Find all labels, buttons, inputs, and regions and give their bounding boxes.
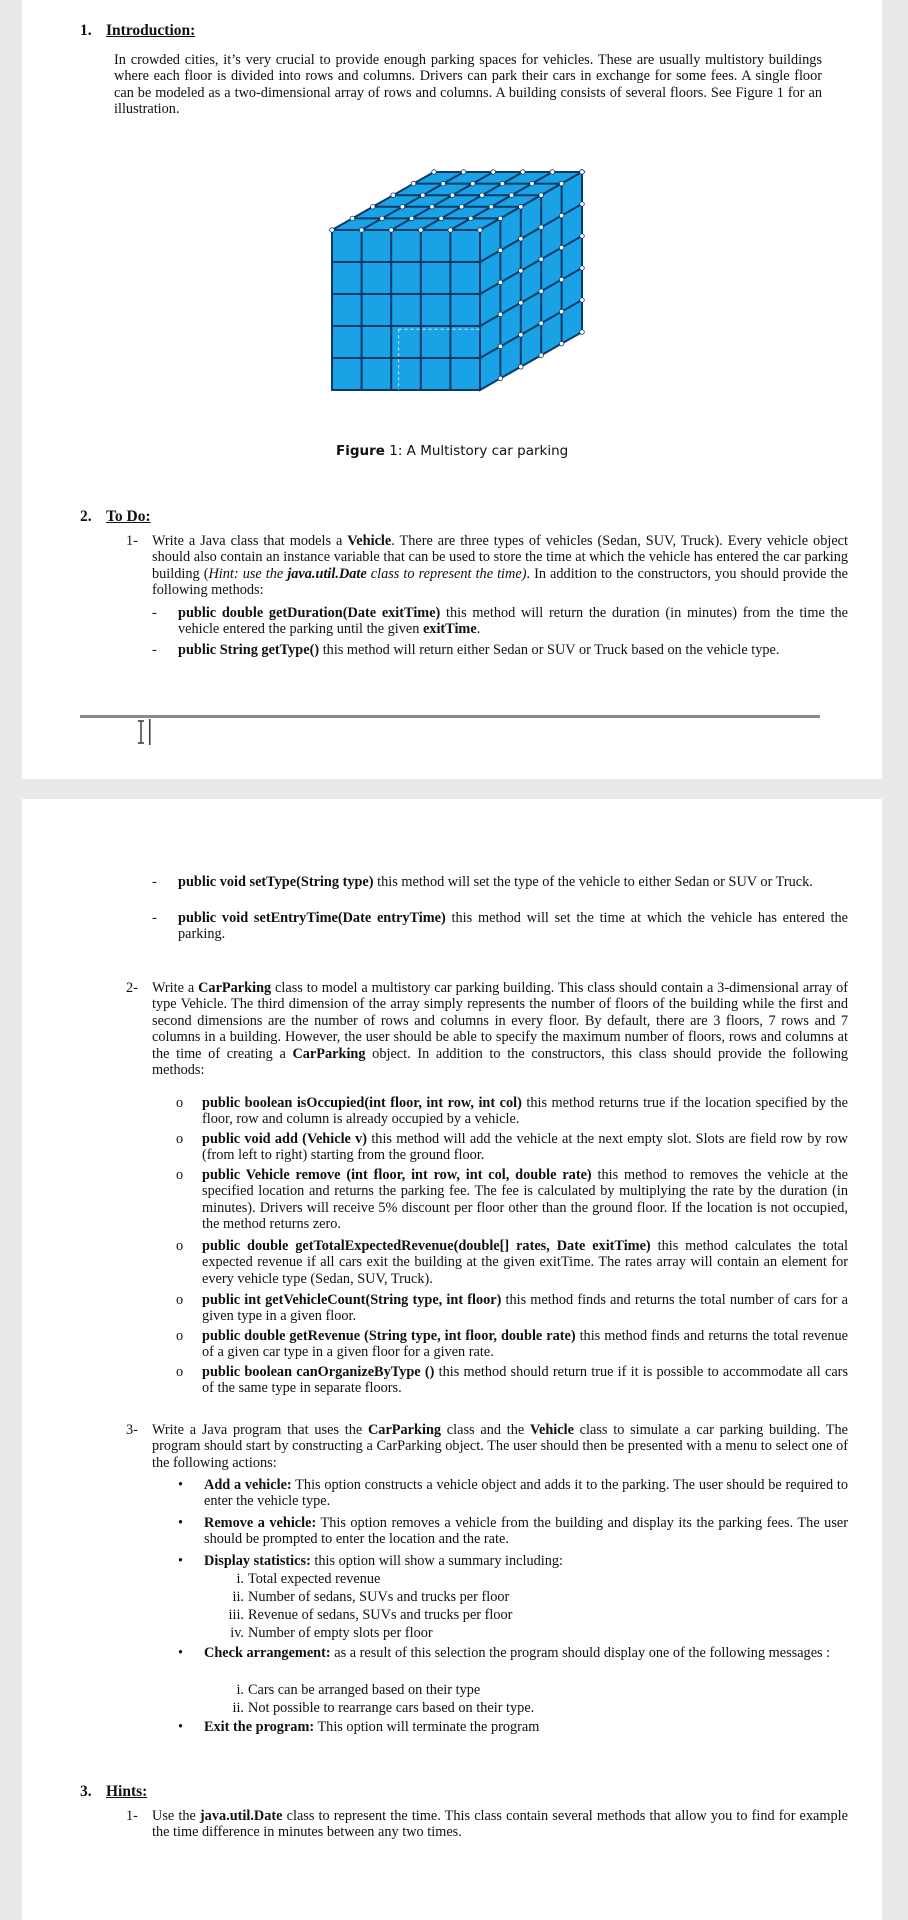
grid-node-dot — [450, 193, 455, 198]
grid-node-dot — [539, 353, 544, 358]
grid-node-dot — [430, 205, 435, 210]
method-get-revenue: o public double getRevenue (String type, int floor, double rate) this method finds and returns the total revenue of a given car type in a given floor for a given rate. — [176, 1328, 848, 1361]
method-get-vehicle-count: o public int getVehicleCount(String type, int floor) this method finds and returns the total number of cars for a given type in a given floor. — [176, 1292, 849, 1325]
stat-empty-slots: iv. Number of empty slots per floor — [230, 1625, 433, 1641]
grid-node-dot — [539, 225, 544, 230]
grid-node-dot — [461, 170, 466, 175]
grid-node-dot — [539, 289, 544, 294]
multistory-parking-figure — [328, 168, 590, 394]
stat-revenue-per-type: iii. Revenue of sedans, SUVs and trucks per floor — [228, 1607, 513, 1623]
grid-node-dot — [380, 216, 385, 221]
method-remove: o public Vehicle remove (int floor, int row, int col, double rate) this method to removes the vehicle at the specified location and returns the parking fee. The fee is calculated by multiplying the rate by the duration (in minutes). Drivers will receive 5% discount per floor other than the ground floor. If the location is not occupied, the method returns zero. — [176, 1167, 849, 1233]
todo-item-2: 2- Write a CarParking class to model a multistory car parking building. This class should contain a 3-dimensional array of type Vehicle. The third dimension of the array simply represents the number of floors of the building while the first and second dimensions are the number of rows and columns in every floor. By default, there are 3 floors, 7 rows and 7 columns in a building. However, the user should be able to specify the maximum number of floors, rows and columns at the time of creating a CarParking object. In addition to the constructors, this class should provide the following methods: — [126, 980, 849, 1079]
figure-caption: Figure 1: A Multistory car parking — [336, 443, 569, 459]
grid-node-dot — [550, 170, 555, 175]
grid-node-dot — [448, 228, 453, 233]
grid-node-dot — [459, 205, 464, 210]
method-is-occupied: o public boolean isOccupied(int floor, int row, int col) this method returns true if the location specified by the floor, row and column is already occupied by a vehicle. — [176, 1095, 848, 1128]
grid-node-dot — [471, 181, 476, 186]
method-set-entry-time: - public void setEntryTime(Date entryTime) this method will set the time at which the vehicle has entered the parking. — [152, 910, 848, 943]
method-set-type: - public void setType(String type) this method will set the type of the vehicle to either Sedan or SUV or Truck. — [152, 874, 813, 890]
grid-node-dot — [509, 193, 514, 198]
grid-node-dot — [580, 202, 585, 207]
grid-node-dot — [400, 205, 405, 210]
grid-node-dot — [498, 344, 503, 349]
message-can-arrange: i. Cars can be arranged based on their type — [236, 1682, 481, 1698]
grid-node-dot — [409, 216, 414, 221]
grid-node-dot — [539, 193, 544, 198]
grid-node-dot — [389, 228, 394, 233]
grid-node-dot — [580, 330, 585, 335]
stat-vehicle-counts: ii. Number of sedans, SUVs and trucks per floor — [232, 1589, 510, 1605]
method-can-organize-by-type: o public boolean canOrganizeByType () this method should return true if it is possible to accommodate all cars of the same type in separate floors. — [176, 1364, 849, 1397]
grid-node-dot — [419, 228, 424, 233]
grid-node-dot — [559, 245, 564, 250]
option-check-arrangement: • Check arrangement: as a result of this selection the program should display one of the following messages : — [178, 1645, 831, 1661]
grid-node-dot — [559, 181, 564, 186]
grid-node-dot — [580, 234, 585, 239]
section-heading-hints: 3. Hints: — [80, 1783, 148, 1800]
grid-node-dot — [559, 213, 564, 218]
grid-node-dot — [580, 266, 585, 271]
cube-front-face — [332, 230, 480, 390]
method-get-type: - public String getType() this method will return either Sedan or SUV or Truck based on the vehicle type. — [152, 642, 780, 658]
grid-node-dot — [330, 228, 335, 233]
grid-node-dot — [371, 205, 376, 210]
grid-node-dot — [441, 181, 446, 186]
grid-node-dot — [391, 193, 396, 198]
grid-node-dot — [519, 301, 524, 306]
grid-node-dot — [359, 228, 364, 233]
grid-node-dot — [539, 257, 544, 262]
method-add: o public void add (Vehicle v) this method will add the vehicle at the next empty slot. Slots are field row by row (from left to right) starting from the ground floor. — [176, 1131, 848, 1164]
grid-node-dot — [519, 365, 524, 370]
grid-node-dot — [521, 170, 526, 175]
grid-node-dot — [350, 216, 355, 221]
grid-node-dot — [411, 181, 416, 186]
method-get-total-expected-revenue: o public double getTotalExpectedRevenue(double[] rates, Date exitTime) this method calculates the total expected revenue if all cars exit the building at the given exitTime. The rates array will contain an element for every vehicle type (Sedan, SUV, Truck). — [176, 1238, 848, 1287]
grid-node-dot — [500, 181, 505, 186]
grid-node-dot — [432, 170, 437, 175]
grid-node-dot — [559, 277, 564, 282]
grid-node-dot — [519, 237, 524, 242]
grid-node-dot — [530, 181, 535, 186]
grid-node-dot — [439, 216, 444, 221]
stat-total-expected-revenue: i. Total expected revenue — [236, 1571, 381, 1587]
grid-node-dot — [498, 312, 503, 317]
grid-node-dot — [489, 205, 494, 210]
option-exit-program: • Exit the program: This option will terminate the program — [178, 1719, 540, 1735]
grid-node-dot — [498, 216, 503, 221]
grid-node-dot — [469, 216, 474, 221]
option-remove-vehicle: • Remove a vehicle: This option removes a vehicle from the building and display its the parking fees. The user should be prompted to enter the location and the rate. — [178, 1515, 848, 1548]
option-display-statistics: • Display statistics: this option will show a summary including: — [178, 1553, 564, 1569]
page-divider — [80, 715, 820, 718]
text-cursor-icon — [136, 719, 152, 745]
grid-node-dot — [491, 170, 496, 175]
todo-item-3: 3- Write a Java program that uses the CarParking class and the Vehicle class to simulate a car parking building. The program should start by constructing a CarParking object. The user should then be presented with a menu to select one of the following actions: — [126, 1422, 848, 1471]
grid-node-dot — [559, 309, 564, 314]
grid-node-dot — [421, 193, 426, 198]
grid-node-dot — [519, 269, 524, 274]
grid-node-dot — [519, 333, 524, 338]
option-add-vehicle: • Add a vehicle: This option constructs a vehicle object and adds it to the parking. The user should be required to enter the vehicle type. — [178, 1477, 848, 1510]
section-heading-todo: 2. To Do: — [80, 508, 151, 525]
grid-node-dot — [498, 280, 503, 285]
hint-item-1: 1- Use the java.util.Date class to represent the time. This class contain several methods that allow you to find for example the time difference in minutes between any two times. — [126, 1808, 848, 1841]
grid-node-dot — [519, 205, 524, 210]
grid-node-dot — [498, 248, 503, 253]
grid-node-dot — [580, 170, 585, 175]
grid-node-dot — [480, 193, 485, 198]
grid-node-dot — [559, 341, 564, 346]
section-heading-introduction: 1. Introduction: — [80, 22, 196, 39]
grid-node-dot — [498, 376, 503, 381]
method-get-duration: - public double getDuration(Date exitTime) this method will return the duration (in minutes) from the time the vehicle entered the parking until the given exitTime. — [152, 605, 848, 638]
grid-node-dot — [539, 321, 544, 326]
message-cannot-arrange: ii. Not possible to rearrange cars based on their type. — [232, 1700, 535, 1716]
grid-node-dot — [580, 298, 585, 303]
todo-item-1: 1- Write a Java class that models a Vehicle. There are three types of vehicles (Sedan, SUV, Truck). Every vehicle object should also contain an instance variable that can be used to store the time at which the vehicle has entered the car parking building (Hint: use the java.util.Date class to represent the time). In addition to the constructors, you should provide the following methods: — [126, 533, 848, 599]
grid-node-dot — [478, 228, 483, 233]
intro-paragraph: In crowded cities, it’s very crucial to provide enough parking spaces for vehicles. These are usually multistory buildings where each floor is divided into rows and columns. Drivers can park their cars in exchange for some fees. A single floor can be modeled as a two-dimensional array of rows and columns. A building consists of several floors. See Figure 1 for an illustration. — [114, 52, 822, 118]
